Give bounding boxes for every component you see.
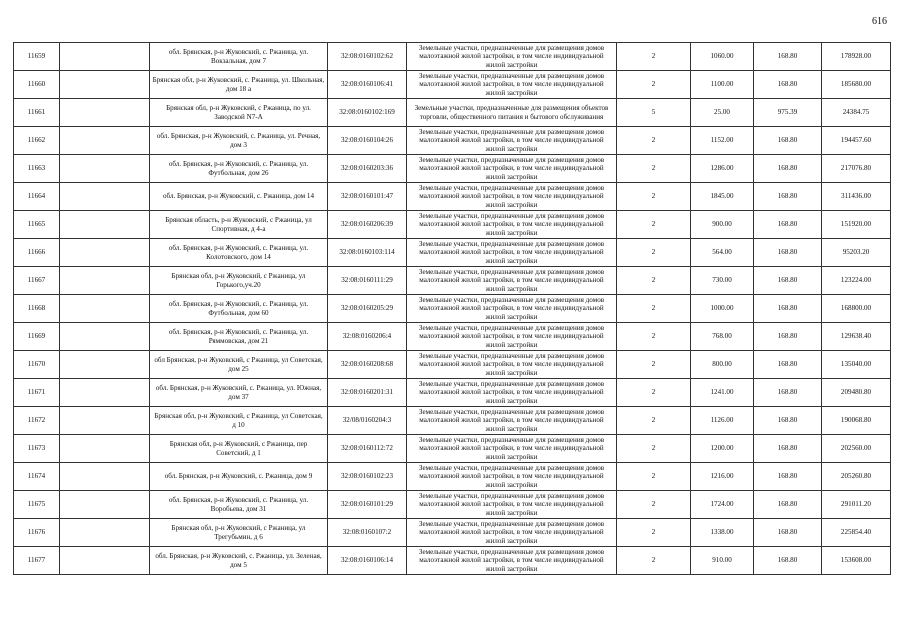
row-number-cell: 11665 — [14, 211, 60, 239]
row-number-cell: 11674 — [14, 463, 60, 491]
table-row — [14, 71, 891, 99]
cadastral-value-cell: 225854.40 — [822, 519, 891, 547]
group-code-cell: 2 — [617, 491, 691, 519]
specific-value-cell: 168.80 — [754, 155, 822, 183]
cadastral-number-cell: 32/08/0160204:3 — [328, 407, 407, 435]
land-use-cell: Земельные участки, предназначенные для размещения домов малоэтажной жилой застройки, в том числе индивидуальной жилой застройки — [407, 323, 617, 351]
cadastral-value-cell: 205260.80 — [822, 463, 891, 491]
land-use-cell: Земельные участки, предназначенные для размещения домов малоэтажной жилой застройки, в том числе индивидуальной жилой застройки — [407, 463, 617, 491]
address-cell: обл. Брянская, р-н Жуковский, с. Ржаница, ул. Ряммовская, дом 21 — [150, 323, 328, 351]
group-code-cell: 2 — [617, 379, 691, 407]
blank-cell — [60, 71, 150, 99]
specific-value-cell: 168.80 — [754, 323, 822, 351]
group-code-cell: 2 — [617, 547, 691, 575]
group-code-cell: 2 — [617, 435, 691, 463]
address-cell: обл. Брянская, р-н Жуковский, с. Ржаница, ул. Южная, дом 37 — [150, 379, 328, 407]
row-number-cell: 11676 — [14, 519, 60, 547]
table-row — [14, 407, 891, 435]
group-code-cell: 2 — [617, 127, 691, 155]
area-cell: 1286.00 — [691, 155, 754, 183]
table-row — [14, 155, 891, 183]
cadastral-value-cell: 209480.80 — [822, 379, 891, 407]
blank-cell — [60, 463, 150, 491]
specific-value-cell: 168.80 — [754, 491, 822, 519]
group-code-cell: 2 — [617, 71, 691, 99]
specific-value-cell: 168.80 — [754, 547, 822, 575]
land-use-cell: Земельные участки, предназначенные для размещения домов малоэтажной жилой застройки, в том числе индивидуальной жилой застройки — [407, 351, 617, 379]
blank-cell — [60, 519, 150, 547]
row-number-cell: 11673 — [14, 435, 60, 463]
row-number-cell: 11662 — [14, 127, 60, 155]
area-cell: 1152.00 — [691, 127, 754, 155]
cadastral-value-cell: 178928.00 — [822, 43, 891, 71]
address-cell: обл Брянская, р-н Жуковский, с Ржаница, ул Советская, дом 25 — [150, 351, 328, 379]
area-cell: 1200.00 — [691, 435, 754, 463]
specific-value-cell: 975.39 — [754, 99, 822, 127]
table-row — [14, 127, 891, 155]
cadastral-value-cell: 95203.20 — [822, 239, 891, 267]
blank-cell — [60, 267, 150, 295]
row-number-cell: 11672 — [14, 407, 60, 435]
cadastral-number-cell: 32:08:0160104:26 — [328, 127, 407, 155]
row-number-cell: 11660 — [14, 71, 60, 99]
cadastral-number-cell: 32:08:0160103:114 — [328, 239, 407, 267]
cadastral-number-cell: 32:08:0160206:39 — [328, 211, 407, 239]
row-number-cell: 11675 — [14, 491, 60, 519]
row-number-cell: 11671 — [14, 379, 60, 407]
table-row — [14, 211, 891, 239]
area-cell: 910.00 — [691, 547, 754, 575]
group-code-cell: 2 — [617, 519, 691, 547]
group-code-cell: 2 — [617, 267, 691, 295]
table-row — [14, 491, 891, 519]
table-row — [14, 435, 891, 463]
cadastral-number-cell: 32:08:0160102:23 — [328, 463, 407, 491]
specific-value-cell: 168.80 — [754, 267, 822, 295]
blank-cell — [60, 351, 150, 379]
blank-cell — [60, 491, 150, 519]
address-cell: обл. Брянская, р-н Жуковский, с. Ржаница, ул. Зеленая, дом 5 — [150, 547, 328, 575]
blank-cell — [60, 155, 150, 183]
address-cell: обл. Брянская, р-н Жуковский, с. Ржаница, ул. Воробьева, дом 31 — [150, 491, 328, 519]
blank-cell — [60, 211, 150, 239]
land-use-cell: Земельные участки, предназначенные для размещения домов малоэтажной жилой застройки, в том числе индивидуальной жилой застройки — [407, 519, 617, 547]
cadastral-number-cell: 32:08:0160111:29 — [328, 267, 407, 295]
land-use-cell: Земельные участки, предназначенные для размещения домов малоэтажной жилой застройки, в том числе индивидуальной жилой застройки — [407, 491, 617, 519]
land-use-cell: Земельные участки, предназначенные для размещения домов малоэтажной жилой застройки, в том числе индивидуальной жилой застройки — [407, 379, 617, 407]
table-row — [14, 43, 891, 71]
cadastral-value-cell: 135040.00 — [822, 351, 891, 379]
cadastral-value-cell: 185680.00 — [822, 71, 891, 99]
specific-value-cell: 168.80 — [754, 183, 822, 211]
page-number: 616 — [872, 16, 887, 27]
table-row — [14, 323, 891, 351]
address-cell: обл. Брянская, р-н Жуковский, с. Ржаница, ул. Футбольная, дом 60 — [150, 295, 328, 323]
cadastral-value-cell: 190068.80 — [822, 407, 891, 435]
group-code-cell: 2 — [617, 183, 691, 211]
cadastral-value-cell: 129638.40 — [822, 323, 891, 351]
cadastral-number-cell: 32:08:0160106:41 — [328, 71, 407, 99]
group-code-cell: 2 — [617, 239, 691, 267]
cadastral-value-table — [13, 42, 891, 575]
area-cell: 1000.00 — [691, 295, 754, 323]
blank-cell — [60, 183, 150, 211]
land-use-cell: Земельные участки, предназначенные для размещения домов малоэтажной жилой застройки, в том числе индивидуальной жилой застройки — [407, 71, 617, 99]
row-number-cell: 11659 — [14, 43, 60, 71]
area-cell: 1126.00 — [691, 407, 754, 435]
land-use-cell: Земельные участки, предназначенные для размещения домов малоэтажной жилой застройки, в том числе индивидуальной жилой застройки — [407, 239, 617, 267]
group-code-cell: 2 — [617, 351, 691, 379]
address-cell: обл. Брянская, р-н Жуковский, с. Ржаница, дом 9 — [150, 463, 328, 491]
blank-cell — [60, 43, 150, 71]
group-code-cell: 2 — [617, 211, 691, 239]
address-cell: обл. Брянская, р-н Жуковский, с. Ржаница, дом 14 — [150, 183, 328, 211]
specific-value-cell: 168.80 — [754, 239, 822, 267]
table-row — [14, 547, 891, 575]
blank-cell — [60, 435, 150, 463]
area-cell: 1845.00 — [691, 183, 754, 211]
cadastral-number-cell: 32:08:0160102:62 — [328, 43, 407, 71]
row-number-cell: 11664 — [14, 183, 60, 211]
cadastral-value-cell: 291011.20 — [822, 491, 891, 519]
cadastral-number-cell: 32:08:0160112:72 — [328, 435, 407, 463]
area-cell: 1724.00 — [691, 491, 754, 519]
area-cell: 730.00 — [691, 267, 754, 295]
cadastral-value-cell: 202560.00 — [822, 435, 891, 463]
cadastral-value-cell: 151920.00 — [822, 211, 891, 239]
land-use-cell: Земельные участки, предназначенные для размещения домов малоэтажной жилой застройки, в том числе индивидуальной жилой застройки — [407, 43, 617, 71]
row-number-cell: 11666 — [14, 239, 60, 267]
cadastral-number-cell: 32:08:0160102:169 — [328, 99, 407, 127]
row-number-cell: 11670 — [14, 351, 60, 379]
address-cell: Брянская обл, р-н Жуковский, с Ржаница, ул Трегубьмин, д 6 — [150, 519, 328, 547]
address-cell: обл. Брянская, р-н Жуковский, с. Ржаница, ул. Вокзальная, дом 7 — [150, 43, 328, 71]
blank-cell — [60, 127, 150, 155]
group-code-cell: 2 — [617, 323, 691, 351]
cadastral-value-cell: 217076.80 — [822, 155, 891, 183]
area-cell: 1338.00 — [691, 519, 754, 547]
cadastral-number-cell: 32:08:0160106:14 — [328, 547, 407, 575]
cadastral-value-cell: 153608.00 — [822, 547, 891, 575]
table-row — [14, 239, 891, 267]
area-cell: 800.00 — [691, 351, 754, 379]
specific-value-cell: 168.80 — [754, 43, 822, 71]
cadastral-number-cell: 32:08:0160201:31 — [328, 379, 407, 407]
cadastral-value-cell: 194457.60 — [822, 127, 891, 155]
group-code-cell: 5 — [617, 99, 691, 127]
land-use-cell: Земельные участки, предназначенные для размещения домов малоэтажной жилой застройки, в том числе индивидуальной жилой застройки — [407, 547, 617, 575]
blank-cell — [60, 379, 150, 407]
cadastral-number-cell: 32:08:0160208:68 — [328, 351, 407, 379]
land-use-cell: Земельные участки, предназначенные для размещения домов малоэтажной жилой застройки, в том числе индивидуальной жилой застройки — [407, 183, 617, 211]
table-row — [14, 183, 891, 211]
cadastral-number-cell: 32:08:0160107:2 — [328, 519, 407, 547]
land-use-cell: Земельные участки, предназначенные для размещения объектов торговли, общественного питания и бытового обслуживания — [407, 99, 617, 127]
row-number-cell: 11667 — [14, 267, 60, 295]
area-cell: 564.00 — [691, 239, 754, 267]
area-cell: 1060.00 — [691, 43, 754, 71]
address-cell: Брянская обл, р-н Жуковский, с Ржаница, по ул. Заводской N7-А — [150, 99, 328, 127]
area-cell: 1100.00 — [691, 71, 754, 99]
row-number-cell: 11668 — [14, 295, 60, 323]
specific-value-cell: 168.80 — [754, 407, 822, 435]
cadastral-value-cell: 168800.00 — [822, 295, 891, 323]
group-code-cell: 2 — [617, 407, 691, 435]
address-cell: Брянская обл, р-н Жуковский, с. Ржаница, ул. Школьная, дом 18 а — [150, 71, 328, 99]
specific-value-cell: 168.80 — [754, 379, 822, 407]
blank-cell — [60, 295, 150, 323]
address-cell: обл. Брянская, р-н Жуковский, с. Ржаница, ул. Речная, дом 3 — [150, 127, 328, 155]
specific-value-cell: 168.80 — [754, 295, 822, 323]
address-cell: обл. Брянская, р-н Жуковский, с. Ржаница, ул. Колотовского, дом 14 — [150, 239, 328, 267]
table-row — [14, 519, 891, 547]
land-use-cell: Земельные участки, предназначенные для размещения домов малоэтажной жилой застройки, в том числе индивидуальной жилой застройки — [407, 155, 617, 183]
address-cell: обл. Брянская, р-н Жуковский, с. Ржаница, ул. Футбольная, дом 26 — [150, 155, 328, 183]
cadastral-number-cell: 32:08:0160101:29 — [328, 491, 407, 519]
group-code-cell: 2 — [617, 155, 691, 183]
cadastral-number-cell: 32:08:0160203:36 — [328, 155, 407, 183]
blank-cell — [60, 407, 150, 435]
land-use-cell: Земельные участки, предназначенные для размещения домов малоэтажной жилой застройки, в том числе индивидуальной жилой застройки — [407, 211, 617, 239]
row-number-cell: 11663 — [14, 155, 60, 183]
blank-cell — [60, 547, 150, 575]
row-number-cell: 11661 — [14, 99, 60, 127]
blank-cell — [60, 239, 150, 267]
area-cell: 768.00 — [691, 323, 754, 351]
blank-cell — [60, 323, 150, 351]
table-row — [14, 351, 891, 379]
address-cell: Брянская обл, р-н Жуковский, с Ржаница, ул Горького,уч.20 — [150, 267, 328, 295]
specific-value-cell: 168.80 — [754, 463, 822, 491]
group-code-cell: 2 — [617, 295, 691, 323]
table-row — [14, 463, 891, 491]
specific-value-cell: 168.80 — [754, 127, 822, 155]
table-body — [14, 43, 891, 575]
table-row — [14, 99, 891, 127]
land-use-cell: Земельные участки, предназначенные для размещения домов малоэтажной жилой застройки, в том числе индивидуальной жилой застройки — [407, 435, 617, 463]
specific-value-cell: 168.80 — [754, 435, 822, 463]
land-use-cell: Земельные участки, предназначенные для размещения домов малоэтажной жилой застройки, в том числе индивидуальной жилой застройки — [407, 267, 617, 295]
cadastral-value-cell: 123224.00 — [822, 267, 891, 295]
table-row — [14, 379, 891, 407]
area-cell: 25.00 — [691, 99, 754, 127]
address-cell: Брянская обл, р-н Жуковский, с Ржаница, ул Советская, д 10 — [150, 407, 328, 435]
specific-value-cell: 168.80 — [754, 211, 822, 239]
blank-cell — [60, 99, 150, 127]
table-row — [14, 267, 891, 295]
row-number-cell: 11669 — [14, 323, 60, 351]
specific-value-cell: 168.80 — [754, 351, 822, 379]
cadastral-number-cell: 32:08:0160205:29 — [328, 295, 407, 323]
specific-value-cell: 168.80 — [754, 519, 822, 547]
area-cell: 1216.00 — [691, 463, 754, 491]
address-cell: Брянская обл, р-н Жуковский, с Ржаница, пер Советский, д 1 — [150, 435, 328, 463]
area-cell: 1241.00 — [691, 379, 754, 407]
group-code-cell: 2 — [617, 43, 691, 71]
cadastral-number-cell: 32:08:0160101:47 — [328, 183, 407, 211]
area-cell: 900.00 — [691, 211, 754, 239]
cadastral-number-cell: 32:08:0160206:4 — [328, 323, 407, 351]
specific-value-cell: 168.80 — [754, 71, 822, 99]
land-use-cell: Земельные участки, предназначенные для размещения домов малоэтажной жилой застройки, в том числе индивидуальной жилой застройки — [407, 295, 617, 323]
table-row — [14, 295, 891, 323]
cadastral-value-cell: 311436.00 — [822, 183, 891, 211]
row-number-cell: 11677 — [14, 547, 60, 575]
group-code-cell: 2 — [617, 463, 691, 491]
address-cell: Брянская область, р-н Жуковский, с Ржаница, ул Спортивная, д 4-а — [150, 211, 328, 239]
cadastral-value-cell: 24384.75 — [822, 99, 891, 127]
land-use-cell: Земельные участки, предназначенные для размещения домов малоэтажной жилой застройки, в том числе индивидуальной жилой застройки — [407, 127, 617, 155]
land-use-cell: Земельные участки, предназначенные для размещения домов малоэтажной жилой застройки, в том числе индивидуальной жилой застройки — [407, 407, 617, 435]
